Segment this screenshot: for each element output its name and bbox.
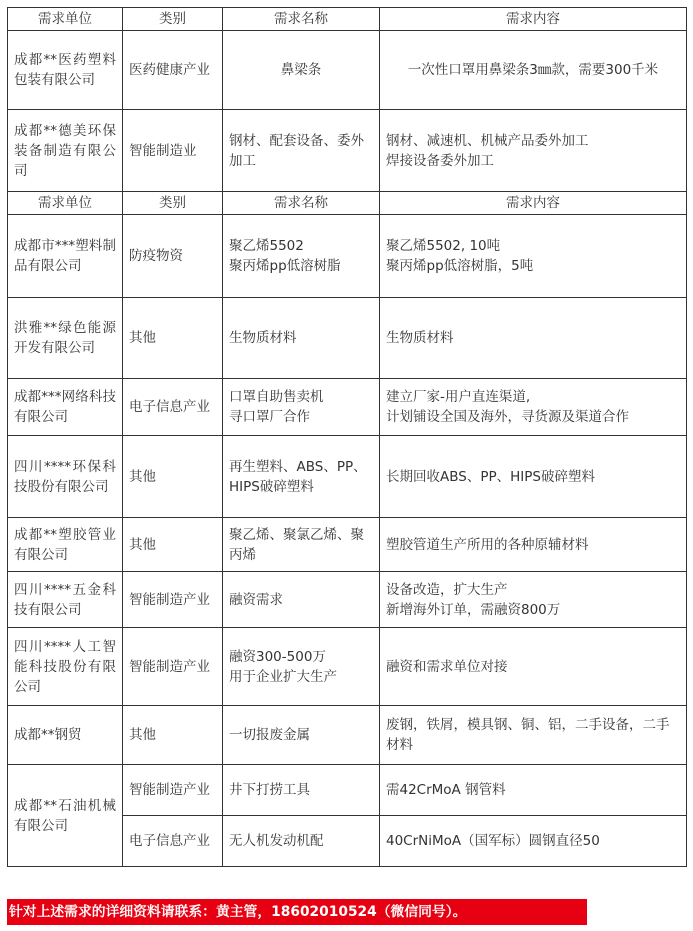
cell-name: 无人机发动机配: [223, 816, 380, 867]
cell-line: 建立厂家-用户直连渠道,: [386, 389, 531, 405]
cell-unit: 成都**医药塑料包装有限公司: [8, 31, 123, 110]
cell-name: 鼻梁条: [223, 31, 380, 110]
header-category: 类别: [123, 8, 223, 31]
cell-line: 口罩自助售卖机: [229, 389, 324, 405]
cell-category: 其他: [123, 706, 223, 765]
cell-line: 焊接设备委外加工: [386, 152, 494, 169]
cell-unit: 成都***网络科技有限公司: [8, 379, 123, 436]
cell-content: [380, 572, 687, 628]
cell-content: 生物质材料: [380, 298, 687, 379]
cell-unit: 成都**德美环保装备制造有限公司: [8, 110, 123, 192]
cell-line: 融资300-500万: [229, 648, 326, 665]
cell-category: 其他: [123, 298, 223, 379]
cell-category: 智能制造业: [123, 110, 223, 192]
cell-category: 电子信息产业: [123, 379, 223, 436]
table-row: [8, 379, 687, 436]
cell-content: [380, 110, 687, 192]
cell-content: 一次性口罩用鼻梁条3㎜款，需要300千米: [380, 31, 687, 110]
cell-category: 医药健康产业: [123, 31, 223, 110]
cell-name: 融资需求: [223, 572, 380, 628]
cell-name: 生物质材料: [223, 298, 380, 379]
cell-name: 聚乙烯、聚氯乙烯、聚丙烯: [223, 518, 380, 572]
cell-line: 寻口罩厂合作: [229, 409, 310, 425]
cell-category: 智能制造产业: [123, 765, 223, 816]
demand-table: [7, 7, 687, 867]
cell-content: 融资和需求单位对接: [380, 628, 687, 706]
table-row: [8, 518, 687, 572]
cell-category: 防疫物资: [123, 215, 223, 298]
cell-name: 钢材、配套设备、委外加工: [223, 110, 380, 192]
table-row: [8, 765, 687, 816]
contact-note: 针对上述需求的详细资料请联系：黄主管，18602010524（微信同号）。: [7, 899, 587, 925]
cell-name: [223, 215, 380, 298]
cell-line: 用于企业扩大生产: [229, 668, 337, 685]
cell-line: 计划铺设全国及海外，寻货源及渠道合作: [386, 409, 629, 425]
header-unit: 需求单位: [8, 8, 123, 31]
cell-content: 塑胶管道生产所用的各种原辅材料: [380, 518, 687, 572]
table-row: [8, 110, 687, 192]
header-name: 需求名称: [223, 192, 380, 215]
table-row: [8, 572, 687, 628]
cell-line: 聚乙烯5502: [229, 238, 304, 254]
header-unit: 需求单位: [8, 192, 123, 215]
header-row: [8, 8, 687, 31]
table-row: [8, 31, 687, 110]
header-name: 需求名称: [223, 8, 380, 31]
table-row: [8, 706, 687, 765]
cell-line: 设备改造，扩大生产: [386, 581, 508, 598]
table-row: [8, 215, 687, 298]
cell-category: 电子信息产业: [123, 816, 223, 867]
cell-content: 废钢，铁屑，模具钢、铜、铝，二手设备，二手材料: [380, 706, 687, 765]
cell-category: 智能制造产业: [123, 628, 223, 706]
cell-line: 聚丙烯pp低溶树脂: [229, 258, 341, 274]
cell-line: 聚乙烯5502, 10吨: [386, 238, 501, 254]
cell-name: [223, 379, 380, 436]
cell-name: 井下打捞工具: [223, 765, 380, 816]
header-content: 需求内容: [380, 8, 687, 31]
cell-unit: 成都**石油机械有限公司: [8, 765, 123, 867]
cell-name: [223, 628, 380, 706]
cell-unit: 四川****人工智能科技股份有限公司: [8, 628, 123, 706]
cell-category: 其他: [123, 518, 223, 572]
cell-unit: 成都市***塑料制品有限公司: [8, 215, 123, 298]
cell-unit: 四川****环保科技股份有限公司: [8, 436, 123, 518]
cell-content: 需42CrMoA 钢管料: [380, 765, 687, 816]
cell-unit: 成都**塑胶管业有限公司: [8, 518, 123, 572]
table-row: [8, 298, 687, 379]
cell-name: 再生塑料、ABS、PP、HIPS破碎塑料: [223, 436, 380, 518]
table-row: [8, 628, 687, 706]
cell-line: 新增海外订单，需融资800万: [386, 601, 561, 618]
cell-content: [380, 379, 687, 436]
table-row: [8, 436, 687, 518]
cell-unit: 洪雅**绿色能源开发有限公司: [8, 298, 123, 379]
cell-content: [380, 215, 687, 298]
header-category: 类别: [123, 192, 223, 215]
header-content: 需求内容: [380, 192, 687, 215]
cell-unit: 成都**钢贸: [8, 706, 123, 765]
cell-name: 一切报废金属: [223, 706, 380, 765]
cell-content: 40CrNiMoA（国军标）圆钢直径50: [380, 816, 687, 867]
cell-unit: 四川****五金科技有限公司: [8, 572, 123, 628]
cell-line: 钢材、减速机、机械产品委外加工: [386, 132, 589, 149]
cell-category: 智能制造产业: [123, 572, 223, 628]
cell-line: 聚丙烯pp低溶树脂，5吨: [386, 258, 534, 274]
header-row-repeat: [8, 192, 687, 215]
cell-content: 长期回收ABS、PP、HIPS破碎塑料: [380, 436, 687, 518]
cell-category: 其他: [123, 436, 223, 518]
